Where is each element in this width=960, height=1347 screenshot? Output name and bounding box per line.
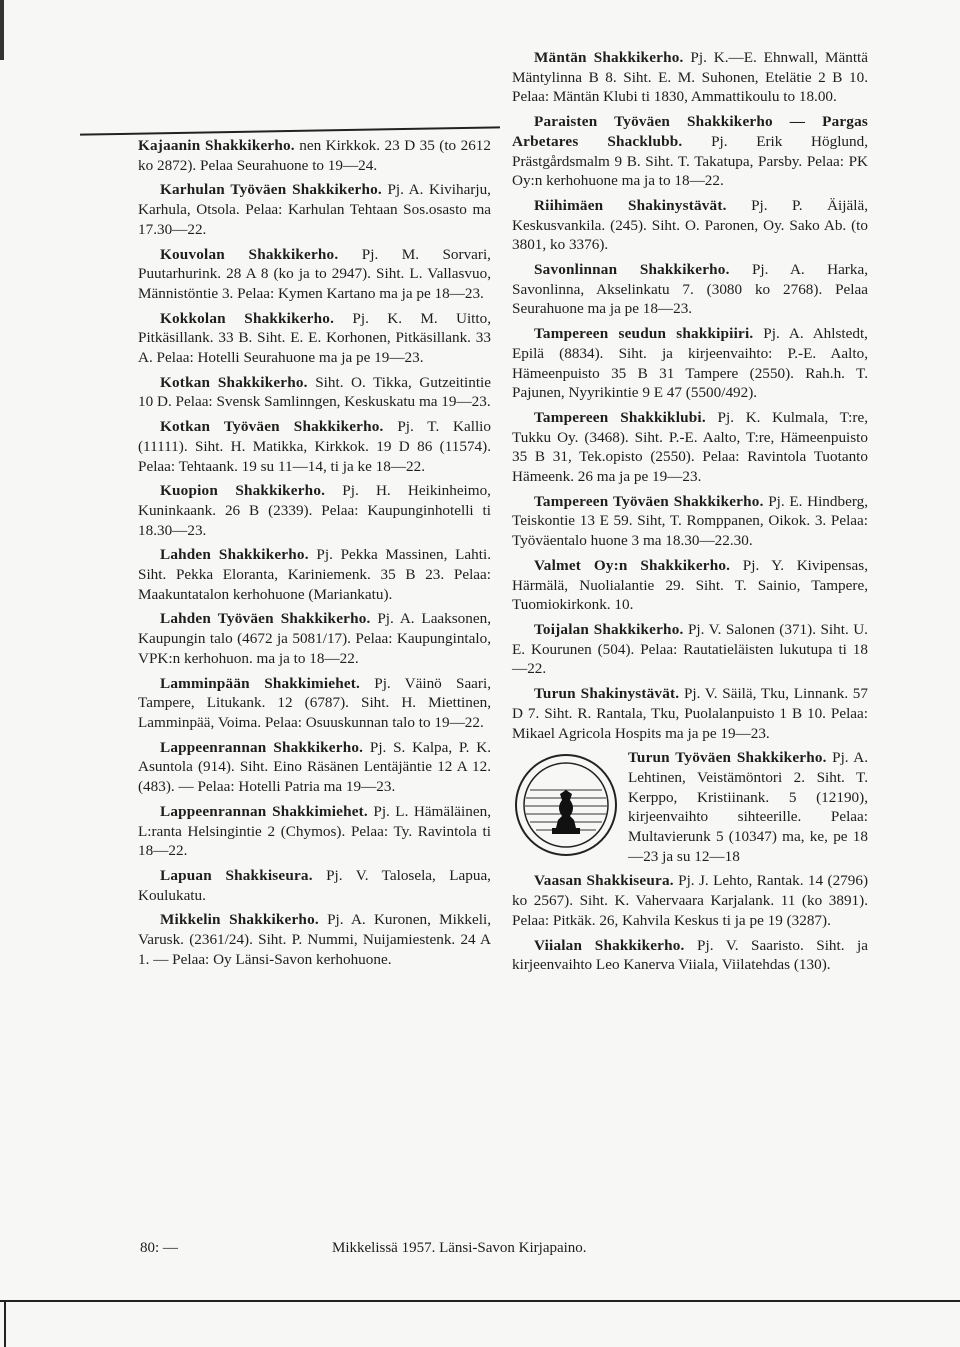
club-name: Viialan Shakkikerho. xyxy=(534,936,685,954)
club-name: Lappeenrannan Shakkikerho. xyxy=(160,738,364,756)
club-entry xyxy=(138,309,491,368)
club-name: Lamminpään Shakkimiehet. xyxy=(160,674,361,692)
scan-edge-mark xyxy=(0,0,4,60)
club-entry xyxy=(512,260,868,319)
club-details: Pj. H. Heikinheimo, Kuninkaank. 26 B (2339). Pelaa: Kaupunginhotelli ti 18.30—23. xyxy=(138,482,491,539)
club-details: nen Kirkkok. 23 D 35 (to 2612 ko 2872). Pelaa Seurahuone to 19—24. xyxy=(138,137,491,174)
club-entry xyxy=(512,936,868,975)
club-entry xyxy=(138,180,491,239)
club-name: Toijalan Shakkikerho. xyxy=(534,620,684,638)
left-column xyxy=(138,136,491,974)
club-name: Kouvolan Shakkikerho. xyxy=(160,245,339,263)
club-entry xyxy=(512,492,868,551)
club-details: Pj. A. Kuronen, Mikkeli, Varusk. (2361/24). Siht. P. Nummi, Nuijamiestenk. 24 A 1. — Pelaa: Oy Länsi-Savon kerhohuone. xyxy=(138,911,492,968)
club-details: Pj. L. Hämäläinen, L:ranta Helsingintie 2 (Chymos). Pelaa: Ty. Ravintola ti 18—22. xyxy=(138,802,491,860)
club-details: Pj. A. Kiviharju, Karhula, Otsola. Pelaa: Karhulan Tehtaan Sos.osasto ma 17.30—22. xyxy=(138,181,491,238)
club-name: Tampereen Työväen Shakkikerho. xyxy=(534,492,764,510)
club-details: Pj. K. M. Uitto, Pitkäsillank. 33 B. Siht. E. E. Korhonen, Pitkäsillank. 33 A. Pelaa: Hotelli Seurahuone ma ja pe 19—23. xyxy=(138,309,491,367)
club-entry xyxy=(138,738,491,797)
club-details: Pj. A. Ahlstedt, Epilä (8834). Siht. ja kirjeenvaihto: P.-E. Aalto, Hämeenpuisto 35 B 31 Tampere (2550). Rah.h. T. Pajunen, Nyyrikintie 9 E 47 (5500/492). xyxy=(512,325,868,402)
club-name: Tampereen seudun shakkipiiri. xyxy=(534,325,754,343)
club-entry xyxy=(138,245,491,304)
club-entry xyxy=(512,112,868,191)
club-name: Lappeenrannan Shakkimiehet. xyxy=(160,802,368,820)
club-entry xyxy=(138,866,491,905)
scan-bottom-edge-vertical xyxy=(4,1300,6,1347)
club-entry xyxy=(512,556,868,615)
club-details: Pj. Pekka Massinen, Lahti. Siht. Pekka Eloranta, Kariniemenk. 35 B 23. Pelaa: Maakuntatalon kerhohuone (Mariankatu). xyxy=(138,546,491,603)
club-name: Tampereen Shakkiklubi. xyxy=(534,408,706,426)
club-entry xyxy=(138,609,491,668)
club-details: Pj. V. Talosela, Lapua, Koulukatu. xyxy=(138,866,491,904)
club-entry xyxy=(138,417,491,476)
club-name: Paraisten Työväen Shakkikerho — Pargas Arbetares Shacklubb. xyxy=(512,113,868,150)
torn-top-edge xyxy=(80,126,500,135)
club-name: Kuopion Shakkikerho. xyxy=(160,482,326,500)
club-entry xyxy=(512,684,868,743)
club-details: Pj. V. Saaristo. Siht. ja kirjeenvaihto Leo Kanerva Viiala, Viilatehdas (130). xyxy=(512,936,868,974)
club-details: Pj. T. Kallio (11111). Siht. H. Matikka, Kirkkok. 19 D 86 (11574). Pelaa: Tehtaank. 19 su 11—14, ti ja ke 18—22. xyxy=(138,418,491,475)
club-entry xyxy=(512,48,868,107)
club-details: Siht. O. Tikka, Gutzeitintie 10 D. Pelaa: Svensk Samlinngen, Keskuskatu ma 19—23. xyxy=(138,373,491,411)
club-entry xyxy=(138,802,491,861)
club-details: Pj. A. Harka, Savonlinna, Akselinkatu 7. (3080 ko 2768). Pelaa Seurahuone ma ja pe 18—23. xyxy=(512,261,868,318)
club-name: Kotkan Shakkikerho. xyxy=(160,373,308,391)
printer-imprint: Mikkelissä 1957. Länsi-Savon Kirjapaino. xyxy=(332,1240,587,1256)
page-number: 80: — xyxy=(140,1240,178,1256)
club-name: Lahden Työväen Shakkikerho. xyxy=(160,610,371,628)
club-entry xyxy=(512,324,868,403)
club-name: Mäntän Shakkikerho. xyxy=(534,49,684,66)
chess-club-seal-icon xyxy=(512,750,620,860)
club-name: Turun Työväen Shakkikerho. xyxy=(628,749,827,767)
club-entry xyxy=(512,871,868,930)
club-name: Turun Shakinystävät. xyxy=(534,685,680,703)
club-name: Kokkolan Shakkikerho. xyxy=(160,309,335,327)
club-name: Mikkelin Shakkikerho. xyxy=(160,911,319,929)
club-name: Kotkan Työväen Shakkikerho. xyxy=(160,418,384,436)
club-details: Pj. S. Kalpa, P. K. Asuntola (914). Siht. Eino Räsänen Lentäjäntie 12 A 12. (483). — Pelaa: Hotelli Patria ma 19—23. xyxy=(138,738,491,796)
club-entry xyxy=(512,620,868,679)
club-details: Pj. K. Kulmala, T:re, Tukku Oy. (3468). Siht. P.-E. Aalto, T:re, Hämeenpuisto 35 B 31, Tek.opisto (2550). Pelaa: Ravintola Tuotanto Hämeenk. 26 ma ja pe 19—23. xyxy=(512,408,868,486)
club-entry xyxy=(512,408,868,487)
club-details: Pj. V. Salonen (371). Siht. U. E. Kourunen (504). Pelaa: Rautatieläisten lukutupa ti 18—22. xyxy=(512,620,868,678)
club-details: Pj. Väinö Saari, Tampere, Litukank. 12 (6787). Siht. H. Miettinen, Lamminpää, Voima. Pelaa: Osuuskunnan talo to 19—22. xyxy=(138,674,491,731)
club-entry xyxy=(138,910,491,969)
right-column xyxy=(512,48,868,980)
club-details: Pj. A. Lehtinen, Veistämöntori 2. Siht. T. Kerppo, Kristiinank. 5 (12190), kirjeenvaihto sihteerille. Pelaa: Multavierunk 5 (10347) ma, ke, pe 18—23 ja su 12—18 xyxy=(628,749,868,865)
club-entry xyxy=(512,196,868,255)
club-details: Pj. K.—E. Ehnwall, Mänttä Mäntylinna B 8. Siht. E. M. Suhonen, Etelätie 2 B 10. Pelaa: Mäntän Klubi ti 1830, Ammattikoulu to 18.00. xyxy=(512,49,868,106)
club-name: Lapuan Shakkiseura. xyxy=(160,866,313,884)
club-details: Pj. M. Sorvari, Puutarhurink. 28 A 8 (ko ja to 2947). Siht. L. Vallasvuo, Männistöntie 3. Pelaa: Kymen Kartano ma ja pe 18—23. xyxy=(138,245,491,302)
club-entry xyxy=(512,748,868,866)
club-entry xyxy=(138,136,491,175)
club-name: Karhulan Työväen Shakkikerho. xyxy=(160,181,382,199)
club-details: Pj. E. Hindberg, Teiskontie 13 E 59. Siht, T. Romppanen, Oikok. 3. Pelaa: Työväentalo huone 3 ma 18.30—22.30. xyxy=(512,492,868,550)
club-name: Riihimäen Shakinystävät. xyxy=(534,196,727,214)
scan-bottom-edge xyxy=(0,1300,960,1302)
club-details: Pj. A. Laaksonen, Kaupungin talo (4672 ja 5081/17). Pelaa: Kaupungintalo, VPK:n kerhohuon. ma ja to 18—22. xyxy=(138,610,491,667)
club-details: Pj. P. Äijälä, Keskusvankila. (245). Siht. O. Paronen, Oy. Sako Ab. (to 3801, ko 3376). xyxy=(512,196,868,254)
club-name: Kajaanin Shakkikerho. xyxy=(138,137,295,154)
club-entry xyxy=(138,674,491,733)
club-details: Pj. J. Lehto, Rantak. 14 (2796) ko 2567). Siht. K. Vahervaara Karjalank. 11 (ko 3891). Pelaa: Pitkäk. 26, Kahvila Keskus ti ja pe 19 (3287). xyxy=(512,872,869,929)
club-name: Valmet Oy:n Shakkikerho. xyxy=(534,556,731,574)
club-details: Pj. Erik Höglund, Prästgårdsmalm 9 B. Siht. T. Takatupa, Parsby. Pelaa: PK Oy:n kerhohuone ma ja to 18—22. xyxy=(512,132,868,190)
club-details: Pj. V. Säilä, Tku, Linnank. 57 D 7. Siht. R. Rantala, Tku, Puolalanpuisto 1 B 10. Pelaa: Mikael Agricola Hospits ma ja pe 19—23. xyxy=(512,685,868,742)
club-details: Pj. Y. Kivipensas, Härmälä, Nuolialantie 29. Siht. T. Sainio, Tampere, Tuomiokirkonk. 10. xyxy=(512,556,868,614)
club-entry xyxy=(138,373,491,412)
club-entry xyxy=(138,545,491,604)
club-name: Vaasan Shakkiseura. xyxy=(534,872,674,890)
club-name: Lahden Shakkikerho. xyxy=(160,546,309,564)
club-name: Savonlinnan Shakkikerho. xyxy=(534,261,730,279)
club-entry xyxy=(138,481,491,540)
